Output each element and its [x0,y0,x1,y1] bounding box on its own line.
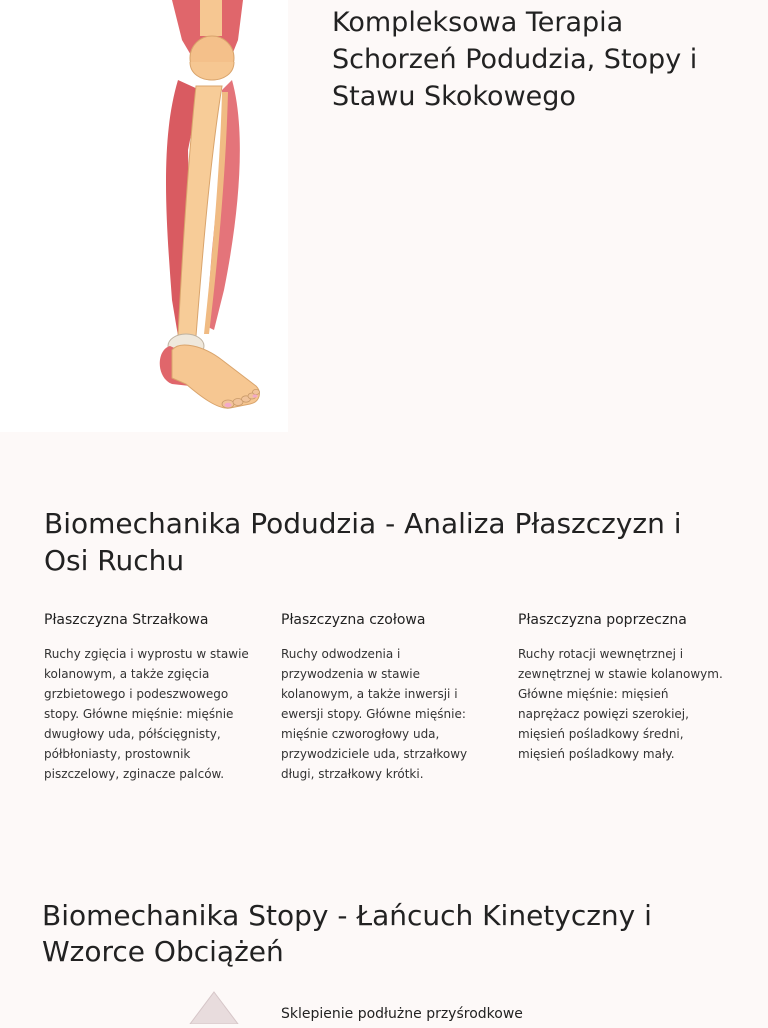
plane-card-transverse [518,610,723,764]
plane-heading: Płaszczyzna Strzałkowa [44,612,209,628]
hero-image [0,0,288,432]
plane-card-frontal [281,610,486,784]
foot-arch-heading: Sklepienie podłużne przyśrodkowe [281,1006,523,1022]
plane-description: Ruchy odwodzenia i przywodzenia w stawie kolanowym, a także inwersji i ewersji stopy. Główne mięśnie: mięśnie czworogłowy uda, przywodziciele uda, strzałkowy długi, strzałkowy krótki. [281,647,468,781]
plane-description: Ruchy zgięcia i wyprostu w stawie kolanowym, a także zgięcia grzbietowego i podeszwowego stopy. Główne mięśnie: mięśnie dwugłowy uda, półścięgnisty, półbłoniasty, prostownik piszczelowy, zginacze palców. [44,647,249,781]
plane-heading: Płaszczyzna poprzeczna [518,612,687,628]
section-title-foot-biomechanics: Biomechanika Stopy - Łańcuch Kinetyczny i Wzorce Obciążeń [42,899,652,968]
section-title-leg-biomechanics: Biomechanika Podudzia - Analiza Płaszczyzn i Osi Ruchu [44,507,682,577]
leg-anatomy-illustration [0,0,288,432]
triangle-icon [188,990,240,1028]
plane-description: Ruchy rotacji wewnętrznej i zewnętrznej w stawie kolanowym. Główne mięśnie: mięsień naprężacz powięzi szerokiej, mięsień pośladkowy średni, mięsień pośladkowy mały. [518,647,723,761]
plane-heading: Płaszczyzna czołowa [281,612,426,628]
hero-title: Kompleksowa Terapia Schorzeń Podudzia, Stopy i Stawu Skokowego [332,7,698,112]
plane-card-sagittal [44,610,249,784]
